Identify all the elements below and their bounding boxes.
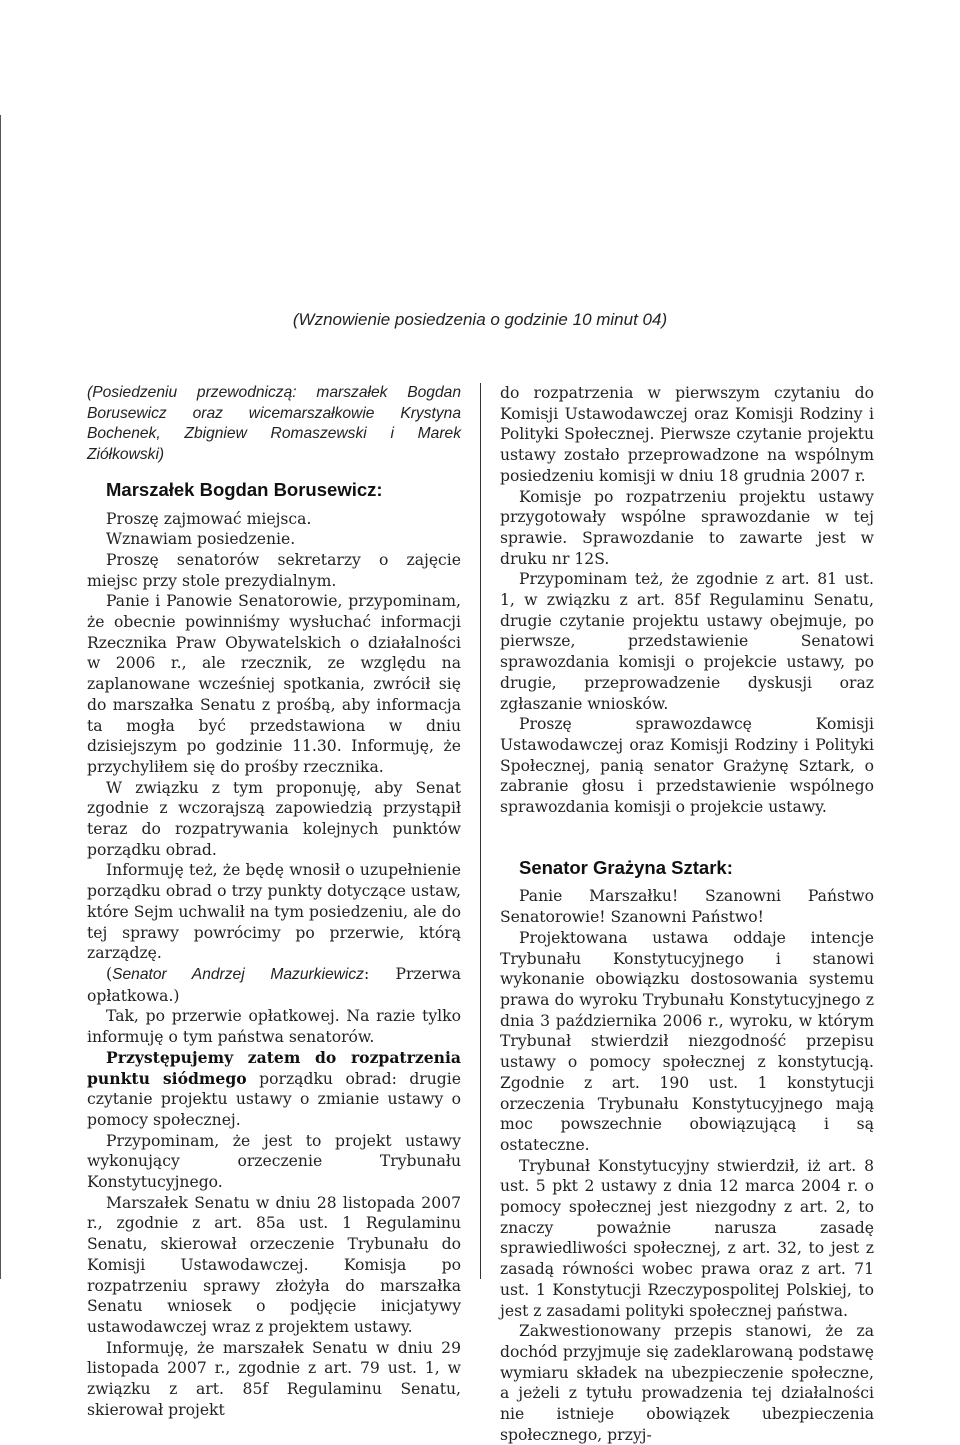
paragraph: Panie Marszałku! Szanowni Państwo Senatorowie! Szanowni Państwo!	[500, 887, 874, 927]
right-column	[500, 383, 874, 1445]
paragraph: Wznawiam posiedzenie.	[106, 530, 296, 549]
interjection-text: : Przerwa opłatkowa.)	[87, 964, 462, 1005]
column-divider	[480, 383, 481, 1279]
interjection-speaker: Senator Andrzej Mazurkiewicz	[112, 965, 364, 983]
paragraph: Projektowana ustawa oddaje intencje Trybunału Konstytucyjnego i stanowi wykonanie obowiązku dostosowania systemu prawa do wyroku Trybunału Konstytucyjnego z dnia 3 października 2006 r., wyroku, w którym Trybunał stwierdził niezgodność przepisu ustawy o pomocy społecznej z konstytucją. Zgodnie z art. 190 ust. 1 konstytucji orzeczenia Trybunału Konstytucyjnego mają moc powszechnie obowiązującą i są ostateczne.	[500, 928, 874, 1154]
paragraph: Komisje po rozpatrzeniu projektu ustawy przygotowały wspólne sprawozdanie w tej sprawie. Sprawozdanie to zawarte jest w druku nr 12S.	[500, 487, 874, 568]
paragraph: Zakwestionowany przepis stanowi, że za dochód przyjmuje się zadeklarowaną podstawę wymiaru składek na ubezpieczenie społeczne, a jeżeli z tytułu prowadzenia tej działalności nie istnieje obowiązek ubezpieczenia społecznego, przyj-	[500, 1322, 874, 1444]
paragraph: Panie i Panowie Senatorowie, przypominam, że obecnie powinniśmy wysłuchać informacji Rzecznika Praw Obywatelskich o działalności w 2006 r., ale rzecznik, ze względu na zaplanowane wcześniej spotkania, zwrócił się do marszałka Senatu z prośbą, aby informacja ta mogła być przedstawiona w dniu dzisiejszym po godzinie 11.30. Informuję, że przychyliłem się do prośby rzecznika.	[87, 592, 461, 776]
paragraph: Informuję też, że będę wnosił o uzupełnienie porządku obrad o trzy punkty dotyczące ustaw, które Sejm uchwalił na tym posiedzeniu, ale do tej sprawy powrócimy po przerwie, którą zarządzę.	[87, 861, 461, 963]
paragraph: do rozpatrzenia w pierwszym czytaniu do Komisji Ustawodawczej oraz Komisji Rodziny i Polityki Społecznej. Pierwsze czytanie projektu ustawy zostało przeprowadzone na wspólnym posiedzeniu komisji w dniu 18 grudnia 2007 r.	[500, 384, 874, 485]
paragraph: Przypominam też, że zgodnie z art. 81 ust. 1, w związku z art. 85f Regulaminu Senatu, drugie czytanie projektu ustawy obejmuje, po pierwsze, przedstawienie Senatowi sprawozdania komisji o projekcie ustawy, po drugie, przeprowadzenie dyskusji oraz zgłaszanie wniosków.	[500, 570, 874, 713]
paragraph: Informuję, że marszałek Senatu w dniu 29 listopada 2007 r., zgodnie z art. 79 ust. 1, w związku z art. 85f Regulaminu Senatu, skierował projekt	[87, 1338, 461, 1419]
interjection-open: (	[106, 964, 113, 983]
chairing-note: (Posiedzeniu przewodniczą: marszałek Bogdan Borusewicz oraz wicemarszałkowie Krystyna Bochenek, Zbigniew Romaszewski i Marek Ziółkowski)	[87, 384, 461, 464]
paragraph: Trybunał Konstytucyjny stwierdził, iż art. 8 ust. 5 pkt 2 ustawy z dnia 12 marca 2004 r. o pomocy społecznej jest niezgodny z art. 2, to znaczy poważnie narusza zasadę sprawiedliwości społecznej, z art. 32, to jest z zasadą równości wobec prawa oraz z art. 71 ust. 1 Konstytucji Rzeczypospolitej Polskiej, to jest z zasadami polityki społecznej państwa.	[500, 1156, 874, 1320]
paragraph: Proszę zajmować miejsca.	[106, 509, 312, 528]
left-margin-rule	[0, 115, 1, 1279]
paragraph: Przypominam, że jest to projekt ustawy wykonujący orzeczenie Trybunału Konstytucyjnego.	[87, 1131, 461, 1192]
interjection	[87, 964, 461, 1006]
agenda-item-paragraph	[87, 1048, 461, 1131]
paragraph: Proszę sprawozdawcę Komisji Ustawodawczej oraz Komisji Rodziny i Polityki Społecznej, panią senator Grażynę Sztark, o zabranie głosu i przedstawienie wspólnego sprawozdania komisji o projekcie ustawy.	[500, 715, 874, 817]
paragraph: W związku z tym proponuję, aby Senat zgodnie z wczorajszą zapowiedzią przystąpił teraz do rozpatrywania kolejnych punktów porządku obrad.	[87, 778, 461, 859]
session-resumption-note: (Wznowienie posiedzenia o godzinie 10 minut 04)	[292, 310, 668, 329]
paragraph: Marszałek Senatu w dniu 28 listopada 2007 r., zgodnie z art. 85a ust. 1 Regulaminu Senatu, skierował orzeczenie Trybunału do Komisji Ustawodawczej. Komisja po rozpatrzeniu sprawy złożyła do marszałka Senatu wniosek o podjęcie inicjatywy ustawodawczej wraz z projektem ustawy.	[87, 1193, 461, 1336]
paragraph: Proszę senatorów sekretarzy o zajęcie miejsc przy stole prezydialnym.	[87, 550, 461, 590]
speaker-heading-sztark: Senator Grażyna Sztark:	[519, 856, 733, 878]
speaker-heading-borusewicz: Marszałek Bogdan Borusewicz:	[106, 478, 383, 500]
left-column	[87, 383, 461, 1420]
paragraph: Tak, po przerwie opłatkowej. Na razie tylko informuję o tym państwa senatorów.	[87, 1007, 461, 1047]
agenda-item-text: porządku obrad: drugie czytanie projektu ustawy o zmianie ustawy o pomocy społecznej.	[87, 1069, 461, 1129]
agenda-item-lead: Przystępujemy zatem do rozpatrzenia punktu siódmego	[87, 1047, 461, 1088]
